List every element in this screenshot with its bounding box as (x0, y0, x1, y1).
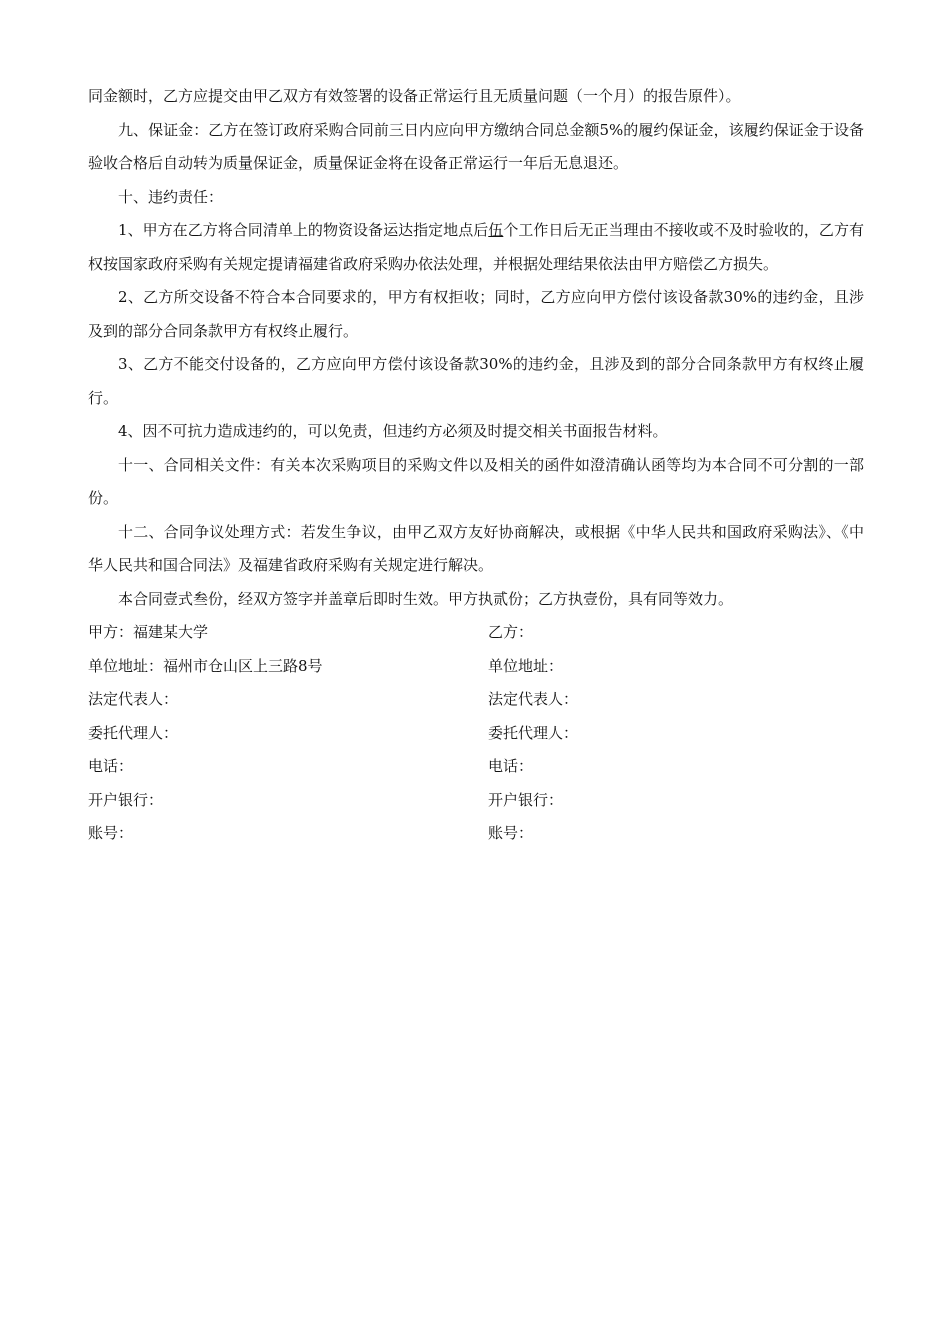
party-b-phone: 电话： (488, 757, 534, 775)
party-a-bank: 开户银行： (88, 790, 164, 809)
paragraph-copies: 本合同壹式叁份，经双方签字并盖章后即时生效。甲方执贰份；乙方执壹份，具有同等效力。 (118, 589, 734, 608)
party-a-phone: 电话： (88, 757, 134, 775)
paragraph-breach-4: 4、因不可抗力造成违约的，可以免责，但违约方必须及时提交相关书面报告材料。 (118, 422, 668, 440)
paragraph-deposit: 九、保证金：乙方在签订政府采购合同前三日内应向甲方缴纳合同总金额5%的履约保证金，该履约保证金于设备验收合格后自动转为质量保证金，质量保证金将在设备正常运行一年后无息退还。 (88, 120, 864, 172)
signature-row-party (88, 616, 864, 650)
signature-row-phone (88, 750, 864, 784)
heading-breach-liability: 十、违约责任： (118, 187, 224, 206)
party-b-bank: 开户银行： (488, 790, 564, 809)
signature-row-agent (88, 717, 864, 751)
party-b-name: 乙方： (488, 623, 534, 641)
paragraph-report-submission: 同金额时，乙方应提交由甲乙双方有效签署的设备正常运行且无质量问题（一个月）的报告原件）。 (88, 87, 741, 105)
party-a-account: 账号： (88, 824, 134, 842)
party-b-agent: 委托代理人： (488, 723, 579, 742)
breach-1-underlined-days: 伍 (488, 221, 504, 239)
party-b-address: 单位地址： (488, 656, 564, 675)
signature-row-account (88, 817, 864, 851)
signature-row-address (88, 650, 864, 684)
paragraph-breach-3: 3、乙方不能交付设备的，乙方应向甲方偿付该设备款30%的违约金，且涉及到的部分合同条款甲方有权终止履行。 (88, 355, 864, 407)
party-a-legal-rep: 法定代表人： (88, 690, 179, 708)
contract-page (88, 80, 864, 851)
breach-1-text-after: 个工作日后无正当理由不接收或不及时验收的，乙方有权按国家政府采购有关规定提请福建省政府采购办依法处理，并根据处理结果依法由甲方赔偿乙方损失。 (88, 221, 864, 273)
party-a-name: 甲方：福建某大学 (88, 623, 209, 641)
paragraph-breach-1 (88, 214, 864, 281)
paragraph-dispute-resolution: 十二、合同争议处理方式：若发生争议，由甲乙双方友好协商解决，或根据《中华人民共和国政府采购法》、《中华人民共和国合同法》及福建省政府采购有关规定进行解决。 (88, 522, 864, 574)
signature-block (88, 616, 864, 851)
paragraph-breach-2: 2、乙方所交设备不符合本合同要求的，甲方有权拒收；同时，乙方应向甲方偿付该设备款30%的违约金，且涉及到的部分合同条款甲方有权终止履行。 (88, 288, 864, 340)
party-a-address: 单位地址：福州市仓山区上三路8号 (88, 656, 323, 675)
paragraph-related-documents: 十一、合同相关文件：有关本次采购项目的采购文件以及相关的函件如澄清确认函等均为本合同不可分割的一部份。 (88, 455, 864, 507)
party-b-legal-rep: 法定代表人： (488, 690, 579, 708)
breach-1-text-before: 1、甲方在乙方将合同清单上的物资设备运达指定地点后 (118, 221, 489, 239)
party-a-agent: 委托代理人： (88, 723, 179, 742)
signature-row-bank (88, 784, 864, 818)
party-b-account: 账号： (488, 824, 534, 842)
signature-row-legal-rep (88, 683, 864, 717)
